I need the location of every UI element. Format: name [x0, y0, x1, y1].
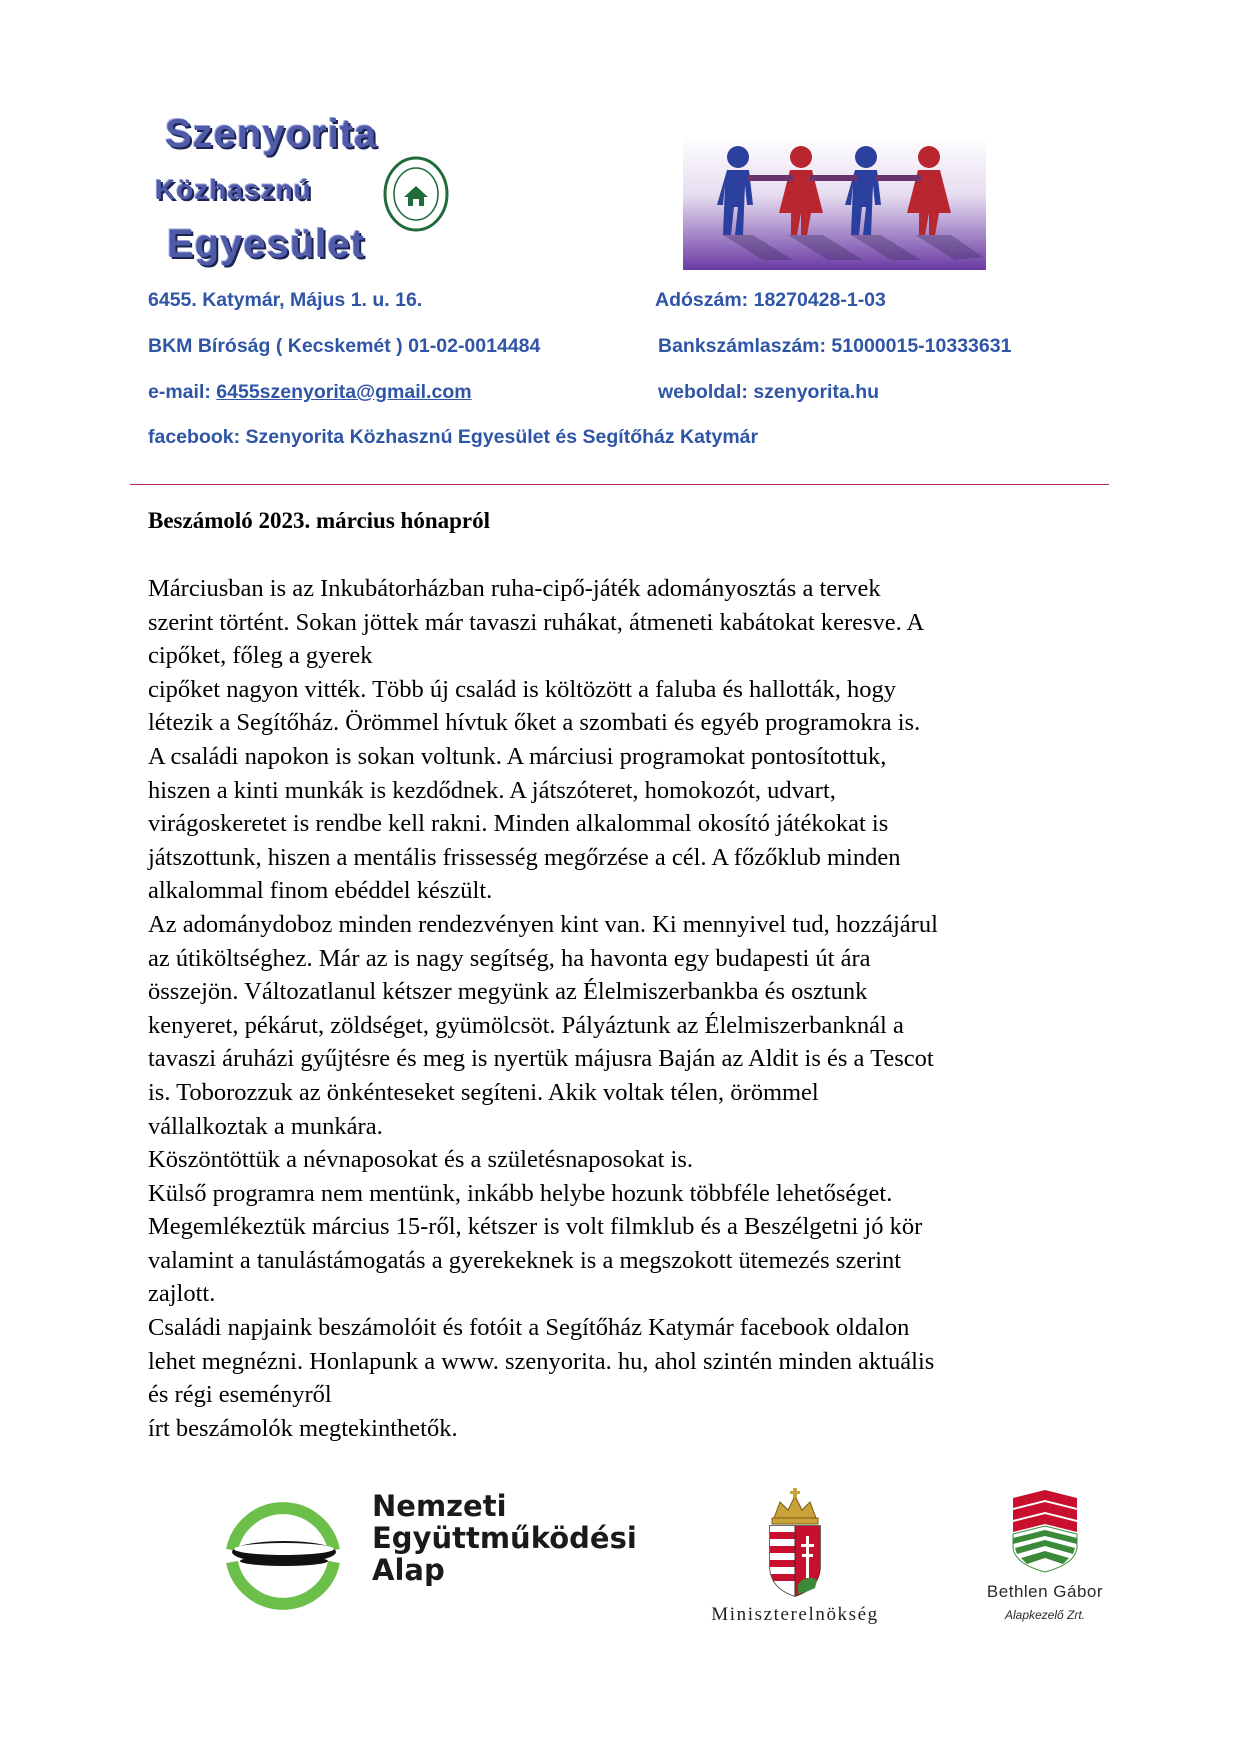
bethlen-gabor-emblem-icon [1005, 1488, 1085, 1574]
report-line: kenyeret, pékárut, zöldséget, gyümölcsöt. Pályáztunk az Élelmiszerbanknál a [148, 1011, 904, 1039]
report-line: zajlott. [148, 1280, 216, 1308]
report-line: játszottunk, hiszen a mentális frissesség megőrzése a cél. A főzőklub minden [148, 843, 901, 871]
bethlen-gabor-subtitle: Alapkezelő Zrt. [1004, 1608, 1086, 1622]
report-line: Köszöntöttük a névnaposokat és a születésnaposokat is. [148, 1146, 694, 1174]
website: weboldal: szenyorita.hu [658, 381, 880, 403]
nea-line-3: Alap [372, 1553, 445, 1587]
report-line: Külső programra nem mentünk, inkább helybe hozunk többféle lehetőséget. [148, 1179, 893, 1207]
miniszterelnokseg-logo [675, 1488, 915, 1628]
ministry-name: Miniszterelnökség [711, 1604, 879, 1625]
court-registration: BKM Bíróság ( Kecskemét ) 01-02-0014484 [148, 335, 541, 357]
org-address: 6455. Katymár, Május 1. u. 16. [148, 289, 423, 311]
report-line: Megemlékeztük március 15-ről, kétszer is volt filmklub és a Beszélgetni jó kör [148, 1213, 923, 1241]
logo-line-szenyorita: Szenyorita [165, 112, 378, 156]
facebook-label: facebook: [148, 426, 246, 448]
report-line: cipőket, főleg a gyerek [148, 642, 373, 670]
report-line: az útiköltséghez. Már az is nagy segítség, ha havonta egy budapesti út ára [148, 944, 871, 972]
bethlen-gabor-name: Bethlen Gábor [986, 1582, 1104, 1601]
report-line: és régi eseményről [148, 1381, 332, 1409]
facebook-line [148, 426, 758, 449]
report-body [148, 572, 1108, 1445]
report-line: tavaszi áruházi gyűjtésre és meg is nyertük májusra Baján az Aldit is és a Tescot [148, 1045, 934, 1073]
logo-line-kozhasznu: Közhasznú [155, 174, 312, 205]
segitohaz-seal-icon [383, 156, 449, 232]
report-line: Márciusban is az Inkubátorházban ruha-cipő-játék adományosztás a tervek [148, 575, 881, 602]
bethlen-gabor-alapkezelo-logo [965, 1488, 1125, 1628]
nea-circle-icon [218, 1490, 348, 1620]
report-line: hiszen a kinti munkák is kezdődnek. A játszóteret, homokozót, udvart, [148, 776, 836, 804]
report-line: írt beszámolók megtekinthetők. [148, 1414, 458, 1442]
report-title: Beszámoló 2023. március hónapról [148, 508, 491, 533]
facebook-page-name: Szenyorita Közhasznú Egyesület és Segítőház Katymár [245, 426, 759, 448]
header-divider [130, 484, 1109, 485]
nea-line-2: Együttműködési [372, 1521, 637, 1555]
report-line: létezik a Segítőház. Örömmel hívtuk őket a szombati és egyéb programokra is. [148, 709, 921, 737]
organization-logo [155, 112, 455, 272]
report-line: Családi napjaink beszámolóit és fotóit a Segítőház Katymár facebook oldalon [148, 1314, 910, 1342]
report-line: lehet megnézni. Honlapunk a www. szenyorita. hu, ahol szintén minden aktuális [148, 1347, 935, 1375]
report-line: alkalommal finom ebéddel készült. [148, 877, 493, 905]
report-line: cipőket nagyon vitték. Több új család is költözött a faluba és hallották, hogy [148, 675, 896, 703]
report-line: A családi napokon is sokan voltunk. A márciusi programokat pontosítottuk, [148, 742, 887, 770]
hungarian-coat-of-arms-icon [760, 1488, 830, 1598]
report-line: összejön. Változatlanul kétszer megyünk az Élelmiszerbankba és osztunk [148, 978, 868, 1006]
report-line: is. Toborozzuk az önkénteseket segíteni. Akik voltak télen, örömmel [148, 1078, 819, 1106]
bank-account: Bankszámlaszám: 51000015-10333631 [658, 335, 1012, 357]
logo-line-egyesulet: Egyesület [167, 222, 365, 266]
nemzeti-egyuttmukodesi-alap-logo [218, 1490, 678, 1620]
report-line: vállalkoztak a munkára. [148, 1112, 383, 1140]
report-line: valamint a tanulástámogatás a gyerekeknek is a megszokott ütemezés szerint [148, 1246, 902, 1274]
report-line: szerint történt. Sokan jöttek már tavaszi ruhákat, átmeneti kabátokat keresve. A [148, 608, 925, 636]
email-label: e-mail: [148, 381, 217, 403]
nea-wordmark [372, 1490, 637, 1586]
report-line: Az adománydoboz minden rendezvényen kint van. Ki mennyivel tud, hozzájárul [148, 910, 938, 938]
email-line [148, 381, 472, 404]
tax-number: Adószám: 18270428-1-03 [655, 289, 886, 311]
paper-people-chain-image [683, 135, 986, 270]
email-link[interactable]: 6455szenyorita@gmail.com [216, 381, 472, 403]
report-line: virágoskeretet is rendbe kell rakni. Minden alkalommal okosító játékokat is [148, 810, 889, 838]
nea-line-1: Nemzeti [372, 1489, 507, 1523]
